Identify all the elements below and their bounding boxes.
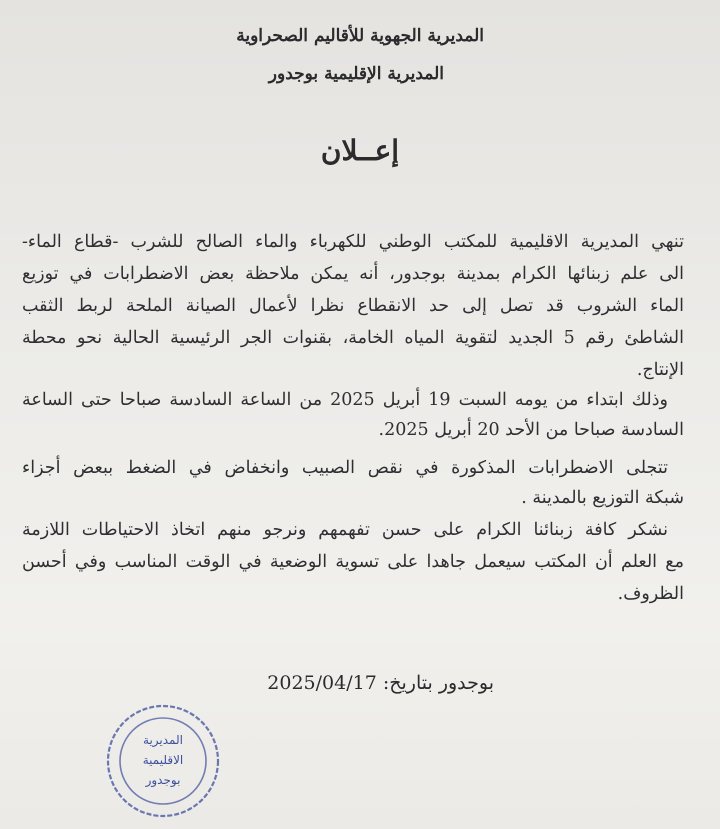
body-line: تنهي المديرية الاقليمية للمكتب الوطني للكهرباء والماء الصالح للشرب -قطاع الماء- [22, 232, 684, 252]
body-line: شبكة التوزيع بالمدينة . [521, 488, 684, 508]
body-line: الى علم زبنائها الكرام بمدينة بوجدور، أنه يمكن ملاحظة بعض الاضطرابات في توزيع [22, 264, 684, 284]
stamp-line-2: الاقليمية [142, 753, 184, 767]
body-line: الظروف. [617, 584, 684, 604]
date-line: بوجدور بتاريخ: 2025/04/17 [267, 672, 494, 694]
official-stamp [104, 702, 222, 820]
body-line: الشاطئ رقم 5 الجديد لتقوية المياه الخامة، بقنوات الجر الرئيسية الحالية نحو محطة [22, 328, 684, 348]
header-provincial-directorate: المديرية الإقليمية بوجدور [268, 64, 444, 84]
body-line: نشكر كافة زبنائنا الكرام على حسن تفهمهم ونرجو منهم اتخاذ الاحتياطات اللازمة [22, 520, 668, 540]
body-line: وذلك ابتداء من يومه السبت 19 أبريل 2025 من الساعة السادسة صباحا حتى الساعة [22, 390, 669, 410]
body-line: تتجلى الاضطرابات المذكورة في نقص الصبيب وانخفاض في الضغط ببعض أجزاء [22, 458, 668, 478]
header-regional-directorate: المديرية الجهوية للأقاليم الصحراوية [236, 26, 484, 46]
body-line: السادسة صباحا من الأحد 20 أبريل 2025. [378, 420, 684, 440]
body-line: الماء الشروب قد تصل إلى حد الانقطاع نظرا لأعمال الصيانة الملحة لربط الثقب [22, 296, 684, 316]
body-line: مع العلم أن المكتب سيعمل جاهدا على تسوية الوضعية في الوقت المناسب وفي أحسن [22, 552, 684, 572]
announcement-title: إعــلان [320, 134, 400, 167]
stamp-line-1: المديرية [143, 733, 183, 747]
stamp-line-3: بوجدور [145, 773, 181, 787]
body-line: الإنتاج. [636, 360, 684, 380]
